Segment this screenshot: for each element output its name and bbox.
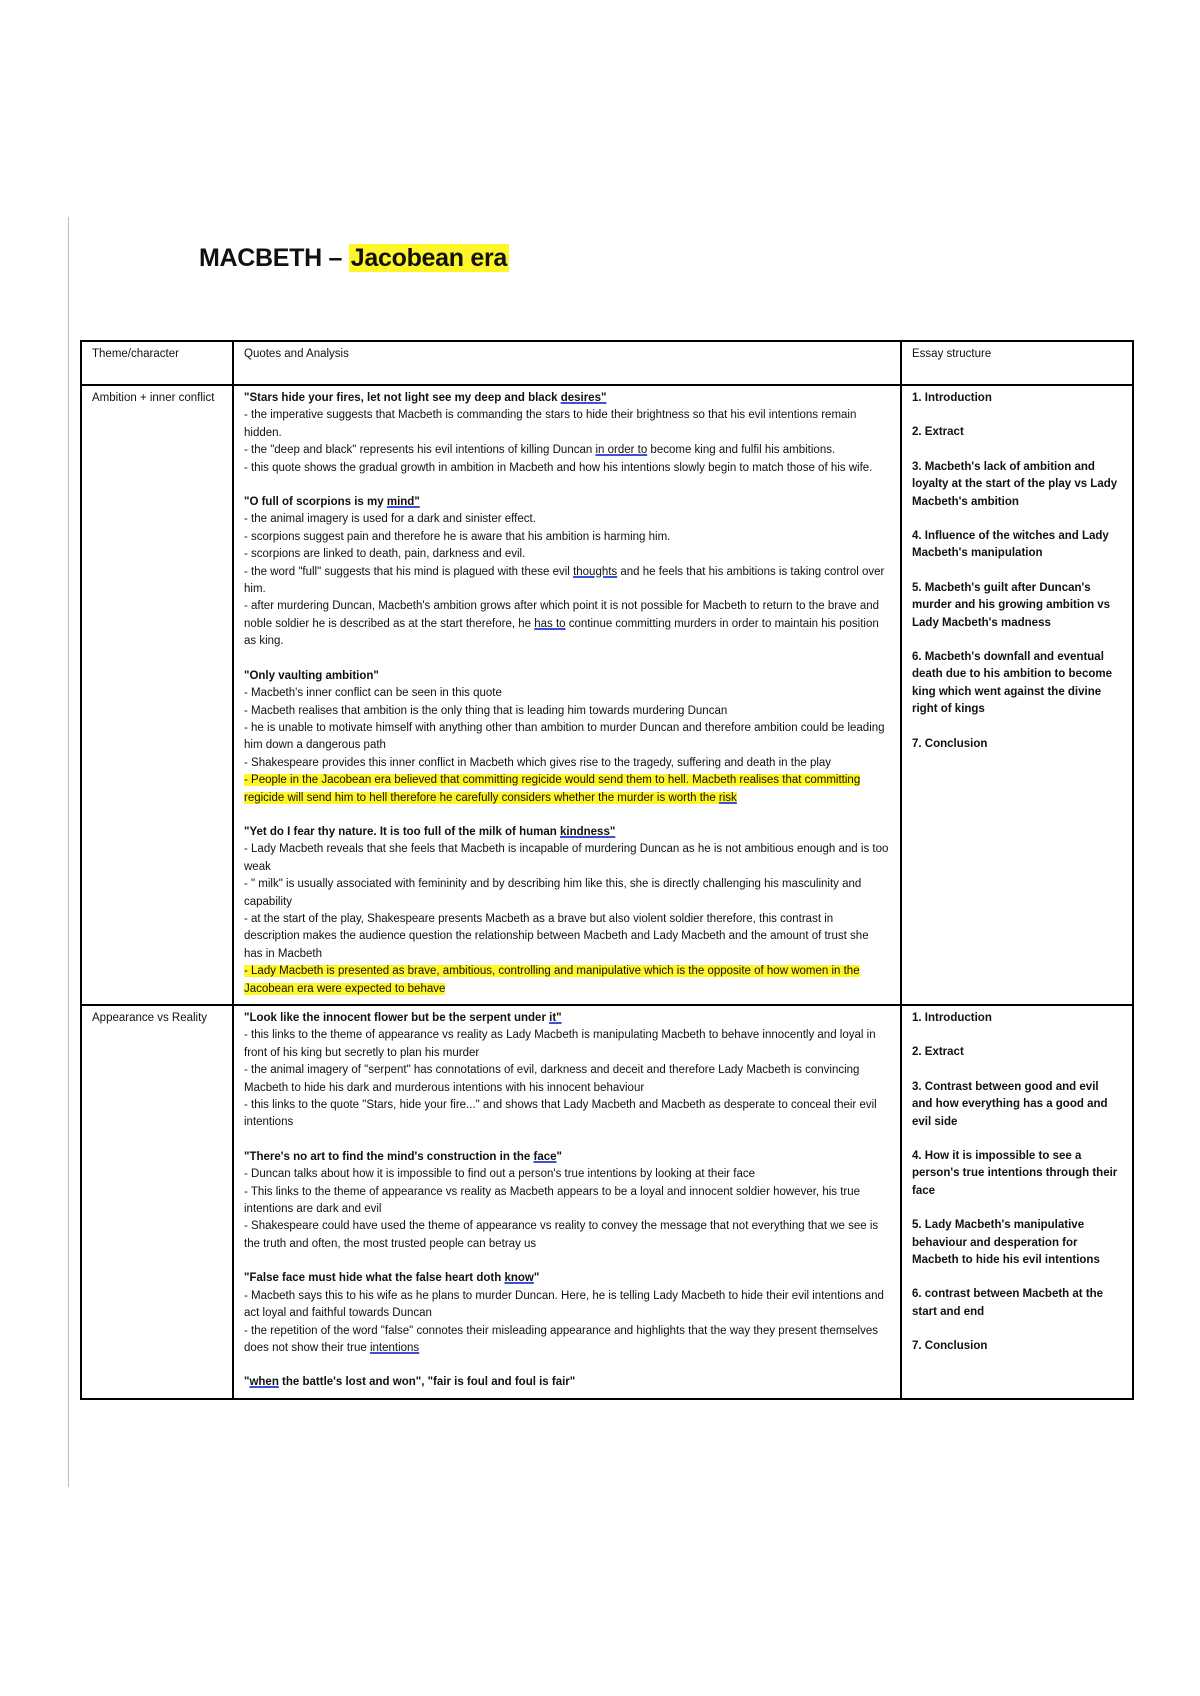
analysis-line (244, 442, 890, 459)
header-theme: Theme/character (81, 341, 233, 385)
analysis-line (244, 1323, 890, 1358)
structure-cell (901, 1005, 1133, 1399)
text-run: "There's no art to find the mind's construction in the (244, 1150, 534, 1163)
text-run: " (244, 1376, 250, 1389)
text-run: become king and fulfil his ambitions. (647, 444, 836, 457)
quote-block (244, 1374, 890, 1391)
quote (244, 390, 890, 407)
title-highlight: Jacobean era (350, 244, 508, 272)
quote-block (244, 1010, 890, 1132)
underlined-text: intentions (369, 1341, 420, 1354)
analysis-line: - this links to the quote "Stars, hide your fire..." and shows that Lady Macbeth and Macbeth as desperate to conceal their evil intentions (244, 1099, 877, 1129)
structure-step: 5. Lady Macbeth's manipulative behaviour and desperation for Macbeth to hide his evil intentions (912, 1219, 1100, 1267)
quote (244, 1149, 890, 1166)
text-run: - People in the Jacobean era believed that committing regicide would send them to hell. Macbeth realises that committing regicide will send him to hell therefore he carefully considers whether the murder is worth the (244, 774, 861, 804)
header-quotes: Quotes and Analysis (233, 341, 901, 385)
analysis-line: - scorpions suggest pain and therefore he is aware that his ambition is harming him. (244, 530, 671, 543)
text-run: - the "deep and black" represents his evil intentions of killing Duncan (244, 444, 596, 457)
text-run: "Yet do I fear thy nature. It is too full of the milk of human (244, 825, 560, 838)
table-row (81, 1005, 1133, 1399)
structure-step: 1. Introduction (912, 1012, 992, 1024)
page-margin-rule (68, 217, 69, 1487)
quote (244, 668, 890, 685)
structure-step: 7. Conclusion (912, 737, 988, 750)
text-run: " (556, 1150, 562, 1163)
analysis-line: - This links to the theme of appearance vs reality as Macbeth appears to be a loyal and innocent soldier however, his true intentions are dark and evil (244, 1185, 861, 1216)
text-run: "O full of scorpions is my (244, 496, 387, 509)
structure-step: 3. Macbeth's lack of ambition and loyalty at the start of the play vs Lady Macbeth's ambition (912, 460, 1118, 508)
analysis-line: - the animal imagery is used for a dark and sinister effect. (244, 513, 536, 526)
underlined-text: mind" (386, 496, 420, 509)
structure-step: 4. How it is impossible to see a person's true intentions through their face (912, 1150, 1118, 1197)
analysis-line: - Duncan talks about how it is impossible to find out a person's true intentions by looking at their face (244, 1168, 756, 1181)
quote-block (244, 1149, 890, 1253)
structure-step: 7. Conclusion (912, 1340, 988, 1353)
underlined-text: desires" (560, 392, 607, 404)
underlined-text: has to (534, 617, 566, 630)
text-run: - the repetition of the word "false" connotes their misleading appearance and highlights that the way they present themselves does not show their true (244, 1324, 879, 1354)
highlighted-text: - Lady Macbeth is presented as brave, ambitious, controlling and manipulative which is the opposite of how women in the Jacobean era were expected to behave (244, 965, 860, 995)
underlined-text: face (533, 1150, 557, 1163)
analysis-line: - " milk" is usually associated with femininity and by describing him like this, she is directly challenging his masculinity and capability (244, 878, 862, 908)
quote-block (244, 1270, 890, 1357)
title-prefix: MACBETH – (199, 244, 349, 272)
header-structure: Essay structure (901, 341, 1133, 385)
table-header-row (81, 341, 1133, 385)
text-run: "False face must hide what the false heart doth (244, 1272, 505, 1285)
underlined-text: when (249, 1376, 279, 1389)
text-run: - the word "full" suggests that his mind is plagued with these evil (244, 565, 574, 578)
structure-cell (901, 385, 1133, 1005)
analysis-line: - Shakespeare could have used the theme of appearance vs reality to convey the message that not everything that we see is the truth and often, the most trusted people can betray us (244, 1220, 879, 1250)
analysis-line (244, 963, 890, 998)
analysis-line (244, 564, 890, 599)
page-title (199, 240, 509, 276)
analysis-line: - scorpions are linked to death, pain, darkness and evil. (244, 548, 526, 561)
underlined-text: know (504, 1272, 534, 1285)
text-run: continue committing murders in order to maintain his position as king. (244, 617, 879, 648)
theme-cell: Appearance vs Reality (81, 1005, 233, 1399)
text-run: the battle's lost and won", "fair is foul and foul is fair" (278, 1376, 576, 1389)
structure-step: 3. Contrast between good and evil and how everything has a good and evil side (912, 1080, 1108, 1128)
quotes-cell (233, 385, 901, 1005)
text-run: and he feels that his ambitions is taking control over him. (244, 565, 885, 596)
quote (244, 494, 890, 511)
structure-step: 4. Influence of the witches and Lady Macbeth's manipulation (912, 530, 1109, 560)
quote (244, 1374, 890, 1391)
analysis-line: - at the start of the play, Shakespeare presents Macbeth as a brave but also violent soldier therefore, this contrast in description makes the audience question the relationship between Macbeth and Lady Macbeth and the amount of trust she has in Macbeth (244, 912, 869, 960)
analysis-line: - the imperative suggests that Macbeth is commanding the stars to hide their brightness so that his evil intentions remain hidden. (244, 409, 857, 439)
structure-step: 6. contrast between Macbeth at the start and end (912, 1288, 1104, 1318)
quote (244, 1270, 890, 1287)
underlined-text: kindness" (559, 825, 616, 838)
underlined-text: risk (718, 791, 737, 804)
text-run: "Only vaulting ambition" (244, 669, 379, 682)
analysis-line (244, 598, 890, 650)
analysis-line: - he is unable to motivate himself with anything other than ambition to murder Duncan and therefore ambition could be leading him down a dangerous path (244, 721, 885, 752)
analysis-line: - Shakespeare provides this inner conflict in Macbeth which gives rise to the tragedy, suffering and death in the play (244, 756, 832, 769)
structure-step: 1. Introduction (912, 392, 992, 404)
text-run: " (533, 1272, 540, 1285)
underlined-text: in order to (595, 444, 648, 457)
structure-step: 2. Extract (912, 1046, 964, 1059)
analysis-line: - this quote shows the gradual growth in ambition in Macbeth and how his intentions slowly begin to match those of his wife. (244, 461, 873, 474)
theme-cell: Ambition + inner conflict (81, 385, 233, 1005)
text-run: "Look like the innocent flower but be the serpent under (244, 1012, 550, 1024)
text-run: - after murdering Duncan, Macbeth's ambition grows after which point it is not possible for Macbeth to return to the brave and noble soldier he is described as at the start therefore, he (244, 600, 880, 630)
analysis-line: - Macbeth's inner conflict can be seen in this quote (244, 687, 502, 700)
analysis-line: - the animal imagery of "serpent" has connotations of evil, darkness and deceit and therefore Lady Macbeth is convincing Macbeth to hide his dark and murderous intentions with his innocent behaviour (244, 1064, 860, 1094)
structure-step: 5. Macbeth's guilt after Duncan's murder and his growing ambition vs Lady Macbeth's madness (912, 581, 1111, 629)
analysis-line: - this links to the theme of appearance vs reality as Lady Macbeth is manipulating Macbeth to behave innocently and loyal in front of his king but secretly to plan his murder (244, 1029, 876, 1059)
underlined-text: thoughts (573, 565, 618, 578)
table-row (81, 385, 1133, 1005)
analysis-line: - Lady Macbeth reveals that she feels that Macbeth is incapable of murdering Duncan as he is not ambitious enough and is too weak (244, 843, 889, 873)
quote (244, 1010, 890, 1027)
analysis-table (80, 340, 1134, 1400)
quote (244, 824, 890, 841)
text-run: "Stars hide your fires, let not light see my deep and black (244, 392, 561, 404)
structure-step: 6. Macbeth's downfall and eventual death due to his ambition to become king which went against the divine right of kings (912, 651, 1112, 716)
quote-block (244, 668, 890, 807)
highlighted-text (244, 774, 860, 803)
quote-block (244, 494, 890, 651)
quote-block (244, 390, 890, 477)
analysis-line: - Macbeth realises that ambition is the only thing that is leading him towards murdering Duncan (244, 704, 728, 717)
analysis-line (244, 772, 890, 807)
analysis-line: - Macbeth says this to his wife as he plans to murder Duncan. Here, he is telling Lady Macbeth to hide their evil intentions and act loyal and faithful towards Duncan (244, 1289, 884, 1320)
structure-step: 2. Extract (912, 426, 964, 439)
underlined-text: it" (549, 1012, 562, 1024)
quote-block (244, 824, 890, 998)
quotes-cell (233, 1005, 901, 1399)
